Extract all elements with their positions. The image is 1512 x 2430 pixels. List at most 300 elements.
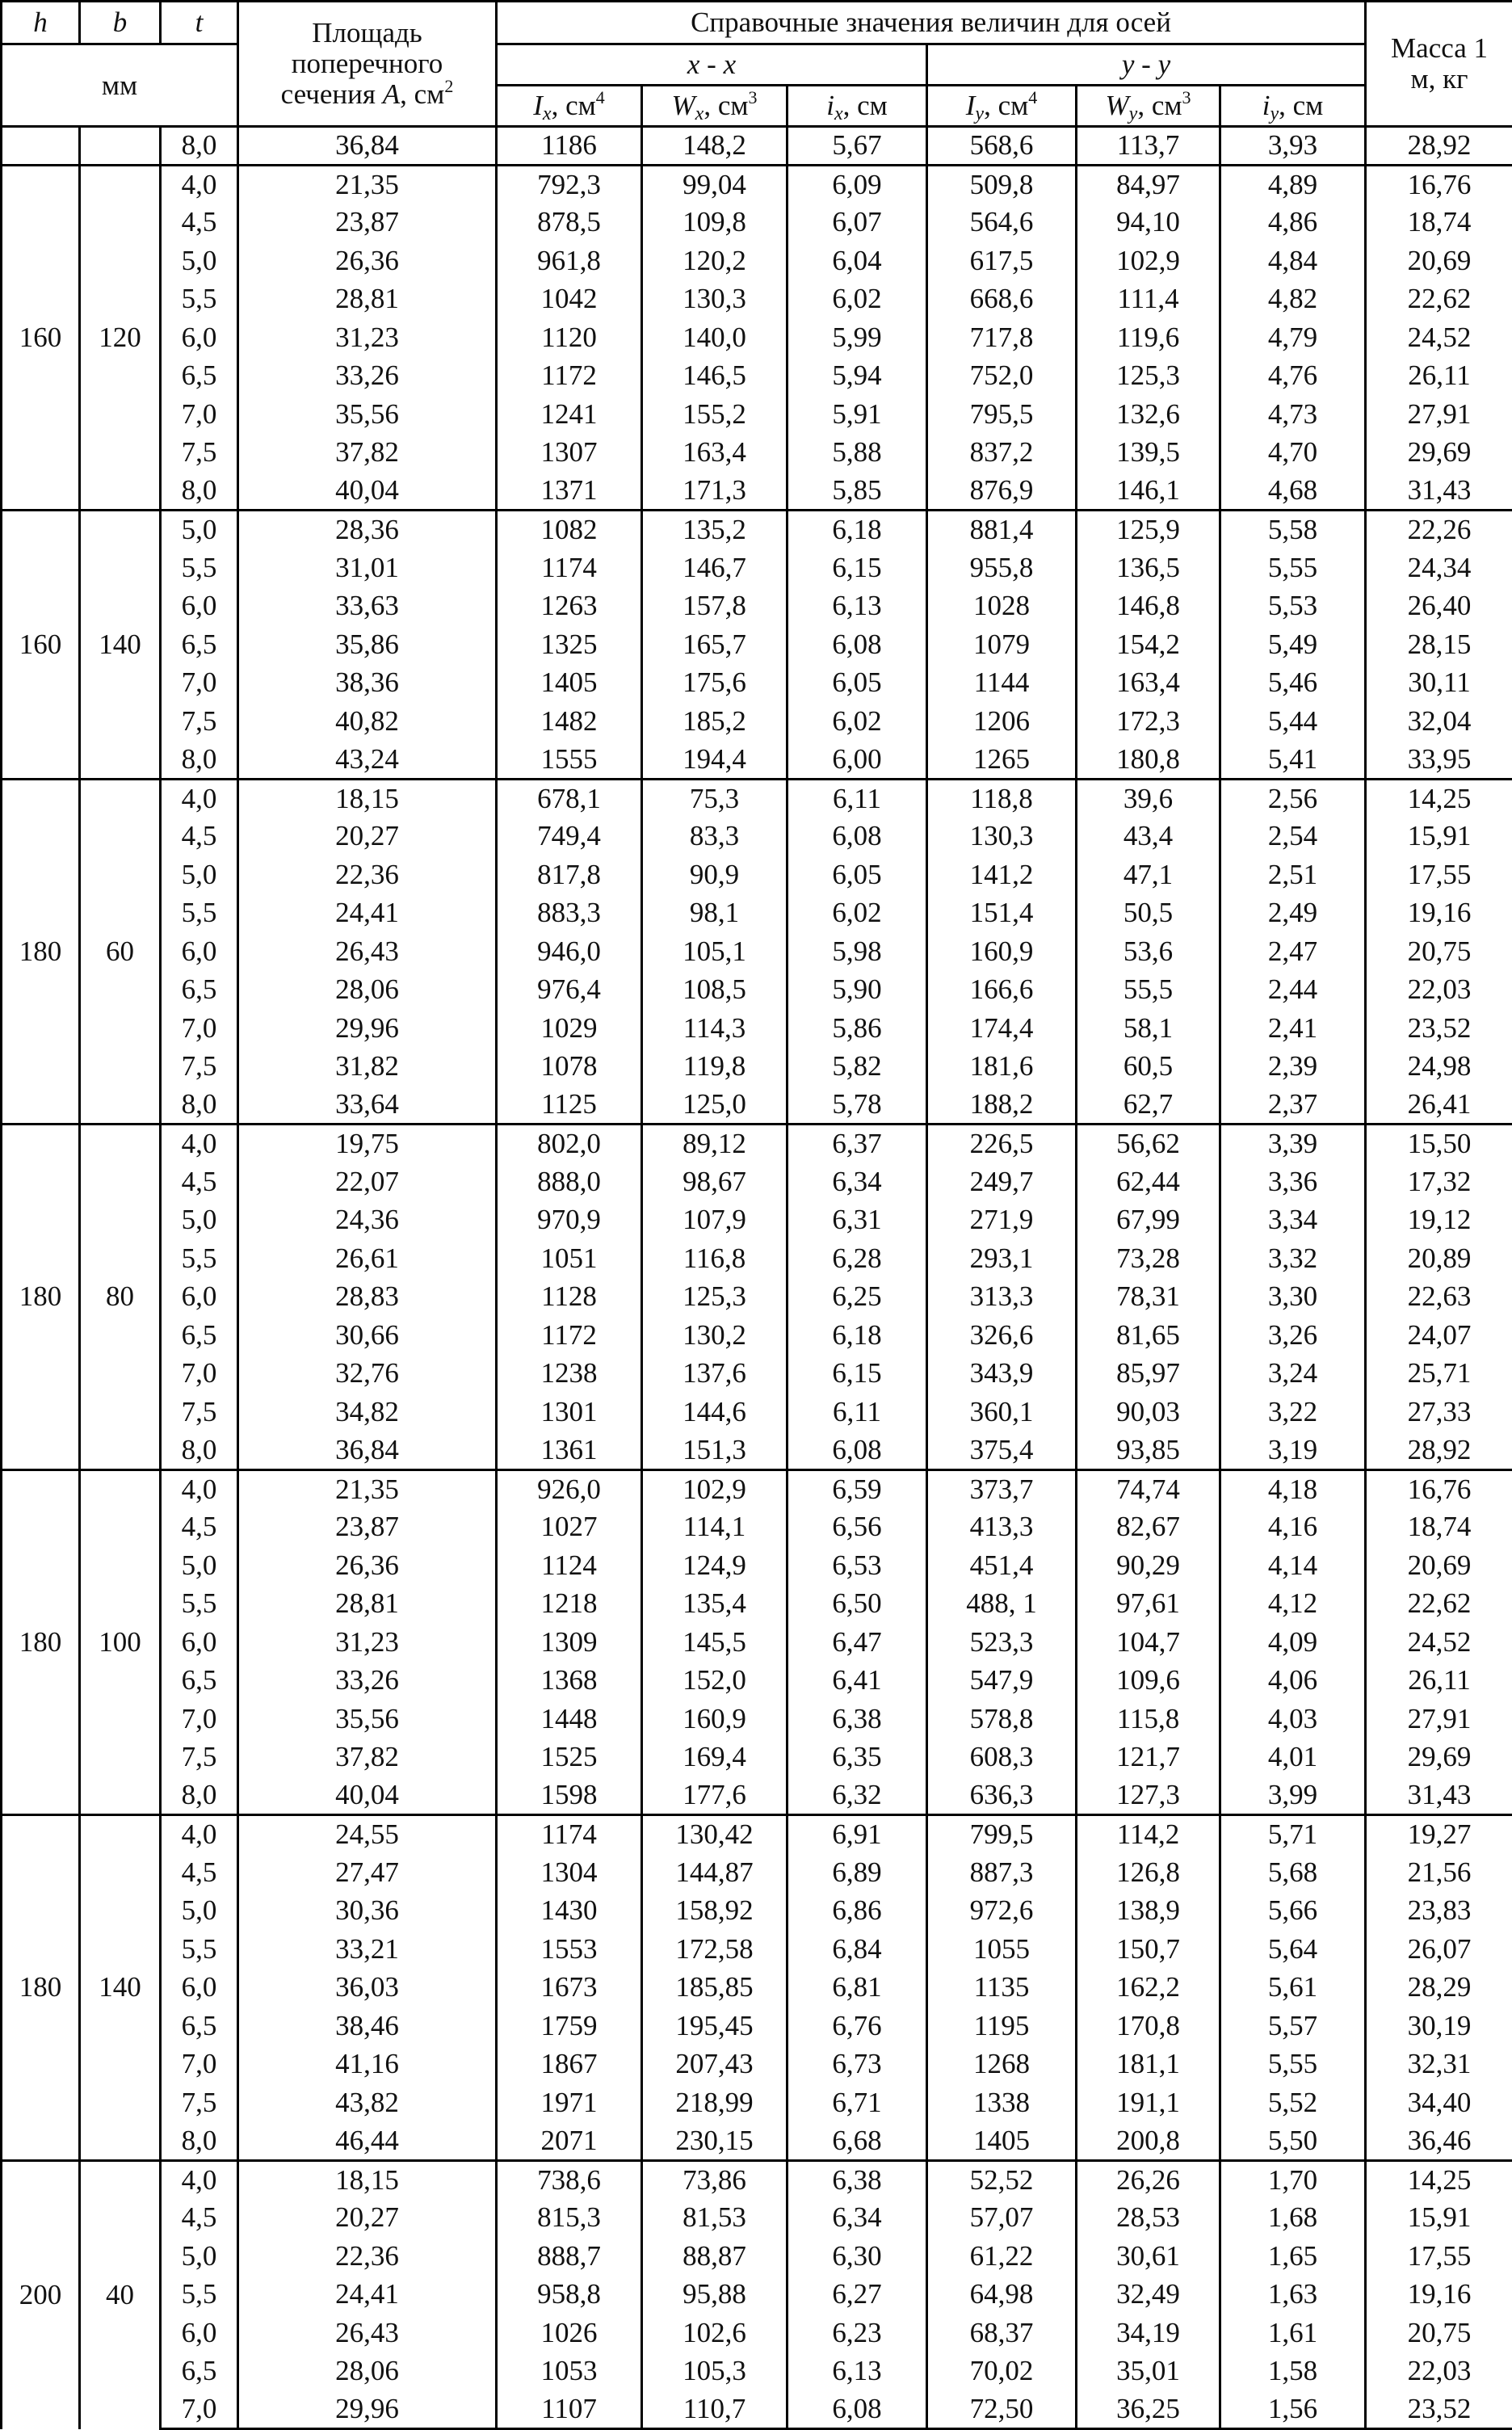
cell-Wx: 185,85 bbox=[642, 1969, 788, 2007]
cell-Iy: 57,07 bbox=[927, 2199, 1077, 2238]
cell-Wy: 139,5 bbox=[1077, 434, 1220, 473]
cell-mass: 22,63 bbox=[1366, 1278, 1512, 1317]
cell-Wy: 81,65 bbox=[1077, 1316, 1220, 1355]
cell-Ix: 888,0 bbox=[497, 1162, 642, 1201]
cell-area-A: 34,82 bbox=[238, 1393, 497, 1432]
cell-Ix: 1078 bbox=[497, 1048, 642, 1087]
cell-ix: 6,15 bbox=[788, 549, 927, 587]
cell-area-A: 31,23 bbox=[238, 318, 497, 357]
cell-ix: 6,23 bbox=[788, 2314, 927, 2352]
cell-Iy: 876,9 bbox=[927, 472, 1077, 511]
cell-thickness-t: 7,0 bbox=[161, 2390, 238, 2429]
cell-mass: 26,40 bbox=[1366, 587, 1512, 626]
cell-Wy: 146,8 bbox=[1077, 587, 1220, 626]
cell-mass: 27,91 bbox=[1366, 395, 1512, 434]
cell-Wx: 144,6 bbox=[642, 1393, 788, 1432]
cell-mass: 22,62 bbox=[1366, 1585, 1512, 1624]
cell-Iy: 1268 bbox=[927, 2045, 1077, 2084]
cell-Wx: 175,6 bbox=[642, 664, 788, 703]
cell-Wx: 88,87 bbox=[642, 2237, 788, 2276]
cell-ix: 6,38 bbox=[788, 2160, 927, 2199]
cell-mass: 28,15 bbox=[1366, 625, 1512, 664]
cell-iy: 2,47 bbox=[1220, 932, 1366, 971]
cell-ix: 5,86 bbox=[788, 1009, 927, 1048]
cell-Wx: 99,04 bbox=[642, 165, 788, 204]
cell-area-A: 33,26 bbox=[238, 357, 497, 396]
cell-Iy: 1206 bbox=[927, 702, 1077, 741]
cell-iy: 1,61 bbox=[1220, 2314, 1366, 2352]
cell-thickness-t: 5,5 bbox=[161, 2276, 238, 2314]
cell-iy: 5,55 bbox=[1220, 2045, 1366, 2084]
table-row bbox=[2, 2237, 1512, 2276]
cell-Ix: 1172 bbox=[497, 1316, 642, 1355]
cell-iy: 1,63 bbox=[1220, 2276, 1366, 2314]
cell-Wx: 146,5 bbox=[642, 357, 788, 396]
cell-iy: 3,30 bbox=[1220, 1278, 1366, 1317]
cell-Wx: 110,7 bbox=[642, 2390, 788, 2429]
cell-mass: 15,91 bbox=[1366, 818, 1512, 856]
table-row bbox=[2, 165, 1512, 204]
cell-mass: 28,92 bbox=[1366, 127, 1512, 166]
cell-Wy: 67,99 bbox=[1077, 1201, 1220, 1240]
cell-thickness-t: 6,0 bbox=[161, 932, 238, 971]
cell-Wy: 114,2 bbox=[1077, 1815, 1220, 1854]
cell-iy: 3,34 bbox=[1220, 1201, 1366, 1240]
cell-area-A: 24,41 bbox=[238, 894, 497, 933]
cell-Wx: 125,0 bbox=[642, 1086, 788, 1125]
cell-Wy: 85,97 bbox=[1077, 1355, 1220, 1394]
cell-ix: 6,09 bbox=[788, 165, 927, 204]
cell-ix: 6,38 bbox=[788, 1700, 927, 1738]
cell-Wy: 125,3 bbox=[1077, 357, 1220, 396]
cell-iy: 4,86 bbox=[1220, 204, 1366, 242]
cell-ix: 6,30 bbox=[788, 2237, 927, 2276]
cell-ix: 6,02 bbox=[788, 280, 927, 319]
cell-ix: 6,32 bbox=[788, 1776, 927, 1815]
cell-iy: 4,12 bbox=[1220, 1585, 1366, 1624]
cell-Ix: 1430 bbox=[497, 1892, 642, 1931]
cell-Wx: 135,4 bbox=[642, 1585, 788, 1624]
cell-Wx: 75,3 bbox=[642, 779, 788, 818]
table-row bbox=[2, 1700, 1512, 1738]
cell-iy: 4,89 bbox=[1220, 165, 1366, 204]
cell-Iy: 68,37 bbox=[927, 2314, 1077, 2352]
table-row bbox=[2, 1623, 1512, 1662]
cell-Wx: 119,8 bbox=[642, 1048, 788, 1087]
cell-thickness-t: 8,0 bbox=[161, 1086, 238, 1125]
cell-ix: 5,99 bbox=[788, 318, 927, 357]
header-iy: $i_y$, см bbox=[1220, 86, 1366, 127]
cell-Wx: 218,99 bbox=[642, 2083, 788, 2122]
cell-Iy: 795,5 bbox=[927, 395, 1077, 434]
cell-iy: 5,57 bbox=[1220, 2007, 1366, 2045]
cell-ix: 6,31 bbox=[788, 1201, 927, 1240]
cell-Wx: 125,3 bbox=[642, 1278, 788, 1317]
cell-Ix: 1263 bbox=[497, 587, 642, 626]
cell-ix: 6,18 bbox=[788, 1316, 927, 1355]
cell-thickness-t: 6,0 bbox=[161, 1278, 238, 1317]
cell-Ix: 1309 bbox=[497, 1623, 642, 1662]
table-row bbox=[2, 2160, 1512, 2199]
cell-iy: 4,09 bbox=[1220, 1623, 1366, 1662]
table-row bbox=[2, 1201, 1512, 1240]
cell-Iy: 617,5 bbox=[927, 242, 1077, 280]
cell-Ix: 1405 bbox=[497, 664, 642, 703]
table-row bbox=[2, 1853, 1512, 1892]
cell-mass: 31,43 bbox=[1366, 472, 1512, 511]
cell-thickness-t: 5,5 bbox=[161, 1585, 238, 1624]
cell-Ix: 1307 bbox=[497, 434, 642, 473]
cell-iy: 4,18 bbox=[1220, 1469, 1366, 1508]
cell-ix: 6,02 bbox=[788, 894, 927, 933]
cell-ix: 6,08 bbox=[788, 1432, 927, 1470]
cell-iy: 5,41 bbox=[1220, 741, 1366, 780]
table-row bbox=[2, 2199, 1512, 2238]
table-row bbox=[2, 1892, 1512, 1931]
cell-Ix: 1128 bbox=[497, 1278, 642, 1317]
cell-Wy: 119,6 bbox=[1077, 318, 1220, 357]
cell-iy: 4,16 bbox=[1220, 1508, 1366, 1547]
table-row bbox=[2, 357, 1512, 396]
cell-Wy: 90,29 bbox=[1077, 1546, 1220, 1585]
table-row bbox=[2, 1585, 1512, 1624]
cell-iy: 3,26 bbox=[1220, 1316, 1366, 1355]
cell-Wy: 32,49 bbox=[1077, 2276, 1220, 2314]
cell-mass: 26,11 bbox=[1366, 357, 1512, 396]
cell-Wy: 94,10 bbox=[1077, 204, 1220, 242]
cell-thickness-t: 7,0 bbox=[161, 1355, 238, 1394]
cell-Iy: 151,4 bbox=[927, 894, 1077, 933]
cell-ix: 5,88 bbox=[788, 434, 927, 473]
table-row bbox=[2, 1316, 1512, 1355]
cell-mass: 26,07 bbox=[1366, 1930, 1512, 1969]
cell-mass: 20,75 bbox=[1366, 2314, 1512, 2352]
cell-area-A: 29,96 bbox=[238, 1009, 497, 1048]
cell-thickness-t: 4,0 bbox=[161, 165, 238, 204]
cell-mass: 17,55 bbox=[1366, 2237, 1512, 2276]
cell-thickness-t: 7,5 bbox=[161, 1393, 238, 1432]
cell-area-A: 26,43 bbox=[238, 2314, 497, 2352]
cell-thickness-t: 5,5 bbox=[161, 549, 238, 587]
cell-Iy: 578,8 bbox=[927, 1700, 1077, 1738]
cell-Ix: 1027 bbox=[497, 1508, 642, 1547]
cell-Wx: 135,2 bbox=[642, 511, 788, 549]
cell-area-A: 30,66 bbox=[238, 1316, 497, 1355]
cell-Iy: 293,1 bbox=[927, 1239, 1077, 1278]
cell-Wx: 116,8 bbox=[642, 1239, 788, 1278]
table-row bbox=[2, 395, 1512, 434]
cell-Ix: 678,1 bbox=[497, 779, 642, 818]
cell-area-A: 43,82 bbox=[238, 2083, 497, 2122]
table-row bbox=[2, 2007, 1512, 2045]
cell-area-A: 37,82 bbox=[238, 1738, 497, 1777]
cell-area-A: 40,82 bbox=[238, 702, 497, 741]
cell-Wy: 30,61 bbox=[1077, 2237, 1220, 2276]
cell-ix: 6,28 bbox=[788, 1239, 927, 1278]
cell-Wx: 105,1 bbox=[642, 932, 788, 971]
cell-thickness-t: 5,5 bbox=[161, 280, 238, 319]
profile-b: 100 bbox=[80, 1469, 161, 1815]
cell-Wy: 146,1 bbox=[1077, 472, 1220, 511]
profile-b: 120 bbox=[80, 165, 161, 511]
table-row bbox=[2, 932, 1512, 971]
cell-thickness-t: 5,5 bbox=[161, 894, 238, 933]
cell-Wy: 138,9 bbox=[1077, 1892, 1220, 1931]
cell-Wx: 98,67 bbox=[642, 1162, 788, 1201]
table-row bbox=[2, 1508, 1512, 1547]
cell-area-A: 22,36 bbox=[238, 856, 497, 894]
cell-area-A: 32,76 bbox=[238, 1355, 497, 1394]
cell-Iy: 1135 bbox=[927, 1969, 1077, 2007]
cell-iy: 5,64 bbox=[1220, 1930, 1366, 1969]
cell-mass: 15,91 bbox=[1366, 2199, 1512, 2238]
cell-ix: 6,05 bbox=[788, 664, 927, 703]
cell-Wy: 50,5 bbox=[1077, 894, 1220, 933]
cell-iy: 5,68 bbox=[1220, 1853, 1366, 1892]
cell-ix: 5,98 bbox=[788, 932, 927, 971]
table-row bbox=[2, 1815, 1512, 1854]
cell-mass: 16,76 bbox=[1366, 1469, 1512, 1508]
cell-ix: 6,34 bbox=[788, 1162, 927, 1201]
header-b: b bbox=[80, 2, 161, 44]
cell-Wy: 56,62 bbox=[1077, 1125, 1220, 1163]
cell-iy: 3,93 bbox=[1220, 127, 1366, 166]
cell-iy: 3,36 bbox=[1220, 1162, 1366, 1201]
cell-mass: 23,52 bbox=[1366, 1009, 1512, 1048]
cell-Iy: 509,8 bbox=[927, 165, 1077, 204]
table-row bbox=[2, 204, 1512, 242]
cell-Iy: 326,6 bbox=[927, 1316, 1077, 1355]
cell-iy: 1,68 bbox=[1220, 2199, 1366, 2238]
cell-mass: 19,16 bbox=[1366, 2276, 1512, 2314]
cell-Iy: 181,6 bbox=[927, 1048, 1077, 1087]
cell-Ix: 1042 bbox=[497, 280, 642, 319]
cell-Wx: 114,1 bbox=[642, 1508, 788, 1547]
cell-mass: 24,52 bbox=[1366, 1623, 1512, 1662]
cell-ix: 6,27 bbox=[788, 2276, 927, 2314]
cell-Ix: 815,3 bbox=[497, 2199, 642, 2238]
cell-thickness-t: 7,5 bbox=[161, 1738, 238, 1777]
cell-thickness-t: 7,0 bbox=[161, 2045, 238, 2084]
cell-area-A: 31,01 bbox=[238, 549, 497, 587]
profile-h: 200 bbox=[2, 2160, 80, 2429]
cell-Ix: 1125 bbox=[497, 1086, 642, 1125]
cell-Wx: 144,87 bbox=[642, 1853, 788, 1892]
cell-Ix: 792,3 bbox=[497, 165, 642, 204]
cell-mass: 33,95 bbox=[1366, 741, 1512, 780]
profile-b: 40 bbox=[80, 2160, 161, 2429]
cell-area-A: 40,04 bbox=[238, 472, 497, 511]
cell-thickness-t: 8,0 bbox=[161, 2122, 238, 2161]
profile-b: 140 bbox=[80, 1815, 161, 2161]
cell-Wy: 163,4 bbox=[1077, 664, 1220, 703]
cell-thickness-t: 5,0 bbox=[161, 856, 238, 894]
cell-Ix: 1448 bbox=[497, 1700, 642, 1738]
cell-Ix: 878,5 bbox=[497, 204, 642, 242]
cell-ix: 6,81 bbox=[788, 1969, 927, 2007]
cell-Iy: 636,3 bbox=[927, 1776, 1077, 1815]
cell-mass: 27,33 bbox=[1366, 1393, 1512, 1432]
cell-Wy: 74,74 bbox=[1077, 1469, 1220, 1508]
cell-Ix: 1867 bbox=[497, 2045, 642, 2084]
cell-area-A: 30,36 bbox=[238, 1892, 497, 1931]
cell-Wx: 108,5 bbox=[642, 971, 788, 1010]
cell-iy: 4,14 bbox=[1220, 1546, 1366, 1585]
cell-thickness-t: 4,5 bbox=[161, 818, 238, 856]
cell-iy: 3,22 bbox=[1220, 1393, 1366, 1432]
cell-area-A: 26,36 bbox=[238, 1546, 497, 1585]
cell-mass: 22,03 bbox=[1366, 971, 1512, 1010]
cell-Ix: 1026 bbox=[497, 2314, 642, 2352]
cell-ix: 5,67 bbox=[788, 127, 927, 166]
cell-Wx: 137,6 bbox=[642, 1355, 788, 1394]
cell-thickness-t: 5,0 bbox=[161, 1892, 238, 1931]
table-body bbox=[2, 127, 1512, 2429]
cell-Iy: 717,8 bbox=[927, 318, 1077, 357]
cell-Wy: 127,3 bbox=[1077, 1776, 1220, 1815]
cell-thickness-t: 7,0 bbox=[161, 1009, 238, 1048]
cell-Iy: 1265 bbox=[927, 741, 1077, 780]
cell-ix: 6,25 bbox=[788, 1278, 927, 1317]
profile-h: 180 bbox=[2, 1469, 80, 1815]
cell-Iy: 564,6 bbox=[927, 204, 1077, 242]
cell-area-A: 43,24 bbox=[238, 741, 497, 780]
cell-mass: 20,69 bbox=[1366, 1546, 1512, 1585]
cell-Iy: 752,0 bbox=[927, 357, 1077, 396]
cell-Wy: 132,6 bbox=[1077, 395, 1220, 434]
cell-ix: 6,02 bbox=[788, 702, 927, 741]
cell-Ix: 888,7 bbox=[497, 2237, 642, 2276]
profile-b: 80 bbox=[80, 1125, 161, 1470]
table-row bbox=[2, 2352, 1512, 2391]
cell-thickness-t: 8,0 bbox=[161, 127, 238, 166]
cell-thickness-t: 6,5 bbox=[161, 625, 238, 664]
cell-thickness-t: 7,0 bbox=[161, 1700, 238, 1738]
table-row bbox=[2, 2122, 1512, 2161]
cell-area-A: 35,86 bbox=[238, 625, 497, 664]
cell-Wx: 109,8 bbox=[642, 204, 788, 242]
cell-iy: 3,39 bbox=[1220, 1125, 1366, 1163]
table-row bbox=[2, 1162, 1512, 1201]
cell-Wx: 95,88 bbox=[642, 2276, 788, 2314]
cell-Iy: 1195 bbox=[927, 2007, 1077, 2045]
cell-thickness-t: 7,5 bbox=[161, 2083, 238, 2122]
cell-Wx: 230,15 bbox=[642, 2122, 788, 2161]
cell-thickness-t: 7,5 bbox=[161, 434, 238, 473]
cell-Wy: 36,25 bbox=[1077, 2390, 1220, 2429]
cell-Wx: 185,2 bbox=[642, 702, 788, 741]
header-Wy: $W_y$, $см^3$ bbox=[1077, 86, 1220, 127]
cell-Iy: 64,98 bbox=[927, 2276, 1077, 2314]
cell-mass: 27,91 bbox=[1366, 1700, 1512, 1738]
table-row bbox=[2, 664, 1512, 703]
cell-mass: 14,25 bbox=[1366, 2160, 1512, 2199]
table-row bbox=[2, 1125, 1512, 1163]
cell-iy: 5,61 bbox=[1220, 1969, 1366, 2007]
cell-ix: 6,34 bbox=[788, 2199, 927, 2238]
cell-Iy: 1338 bbox=[927, 2083, 1077, 2122]
cell-ix: 6,73 bbox=[788, 2045, 927, 2084]
cell-Iy: 226,5 bbox=[927, 1125, 1077, 1163]
cell-ix: 6,13 bbox=[788, 587, 927, 626]
cell-iy: 5,66 bbox=[1220, 1892, 1366, 1931]
cell-mass: 18,74 bbox=[1366, 204, 1512, 242]
cell-mass: 19,16 bbox=[1366, 894, 1512, 933]
cell-Iy: 887,3 bbox=[927, 1853, 1077, 1892]
cell-area-A: 36,84 bbox=[238, 127, 497, 166]
cell-ix: 6,08 bbox=[788, 818, 927, 856]
cell-thickness-t: 4,0 bbox=[161, 1815, 238, 1854]
cell-Wy: 53,6 bbox=[1077, 932, 1220, 971]
cell-mass: 20,75 bbox=[1366, 932, 1512, 971]
cell-Iy: 360,1 bbox=[927, 1393, 1077, 1432]
cell-thickness-t: 6,0 bbox=[161, 2314, 238, 2352]
table-row bbox=[2, 741, 1512, 780]
cell-area-A: 23,87 bbox=[238, 204, 497, 242]
cell-thickness-t: 6,5 bbox=[161, 971, 238, 1010]
table-row bbox=[2, 625, 1512, 664]
table-row bbox=[2, 1969, 1512, 2007]
cell-Iy: 160,9 bbox=[927, 932, 1077, 971]
cell-area-A: 31,82 bbox=[238, 1048, 497, 1087]
cell-Wx: 157,8 bbox=[642, 587, 788, 626]
cell-Iy: 174,4 bbox=[927, 1009, 1077, 1048]
cell-area-A: 38,46 bbox=[238, 2007, 497, 2045]
table-row bbox=[2, 549, 1512, 587]
cell-ix: 6,59 bbox=[788, 1469, 927, 1508]
cell-Ix: 970,9 bbox=[497, 1201, 642, 1240]
cell-Ix: 1368 bbox=[497, 1662, 642, 1701]
table-row bbox=[2, 472, 1512, 511]
cell-mass: 20,69 bbox=[1366, 242, 1512, 280]
cell-area-A: 36,03 bbox=[238, 1969, 497, 2007]
table-row bbox=[2, 818, 1512, 856]
cell-Wx: 195,45 bbox=[642, 2007, 788, 2045]
cell-area-A: 33,64 bbox=[238, 1086, 497, 1125]
cell-Iy: 188,2 bbox=[927, 1086, 1077, 1125]
cell-ix: 6,84 bbox=[788, 1930, 927, 1969]
cell-iy: 2,44 bbox=[1220, 971, 1366, 1010]
cell-mass: 19,27 bbox=[1366, 1815, 1512, 1854]
cell-Wy: 26,26 bbox=[1077, 2160, 1220, 2199]
cell-mass: 22,26 bbox=[1366, 511, 1512, 549]
cell-Ix: 1371 bbox=[497, 472, 642, 511]
cell-Wx: 177,6 bbox=[642, 1776, 788, 1815]
cell-Wx: 102,6 bbox=[642, 2314, 788, 2352]
profile-h: 160 bbox=[2, 511, 80, 780]
cell-Iy: 547,9 bbox=[927, 1662, 1077, 1701]
cell-Ix: 1174 bbox=[497, 549, 642, 587]
profile-h bbox=[2, 127, 80, 166]
cell-thickness-t: 7,0 bbox=[161, 664, 238, 703]
cell-ix: 5,94 bbox=[788, 357, 927, 396]
cell-Wy: 200,8 bbox=[1077, 2122, 1220, 2161]
cell-ix: 6,91 bbox=[788, 1815, 927, 1854]
cell-Iy: 568,6 bbox=[927, 127, 1077, 166]
header-t: t bbox=[161, 2, 238, 44]
cell-thickness-t: 4,5 bbox=[161, 204, 238, 242]
table-row bbox=[2, 1432, 1512, 1470]
table-row bbox=[2, 127, 1512, 166]
profile-h: 180 bbox=[2, 1815, 80, 2161]
cell-Ix: 1482 bbox=[497, 702, 642, 741]
cell-iy: 5,46 bbox=[1220, 664, 1366, 703]
cell-ix: 6,08 bbox=[788, 625, 927, 664]
cell-Ix: 749,4 bbox=[497, 818, 642, 856]
cell-iy: 4,68 bbox=[1220, 472, 1366, 511]
cell-thickness-t: 8,0 bbox=[161, 472, 238, 511]
cell-Wx: 130,42 bbox=[642, 1815, 788, 1854]
